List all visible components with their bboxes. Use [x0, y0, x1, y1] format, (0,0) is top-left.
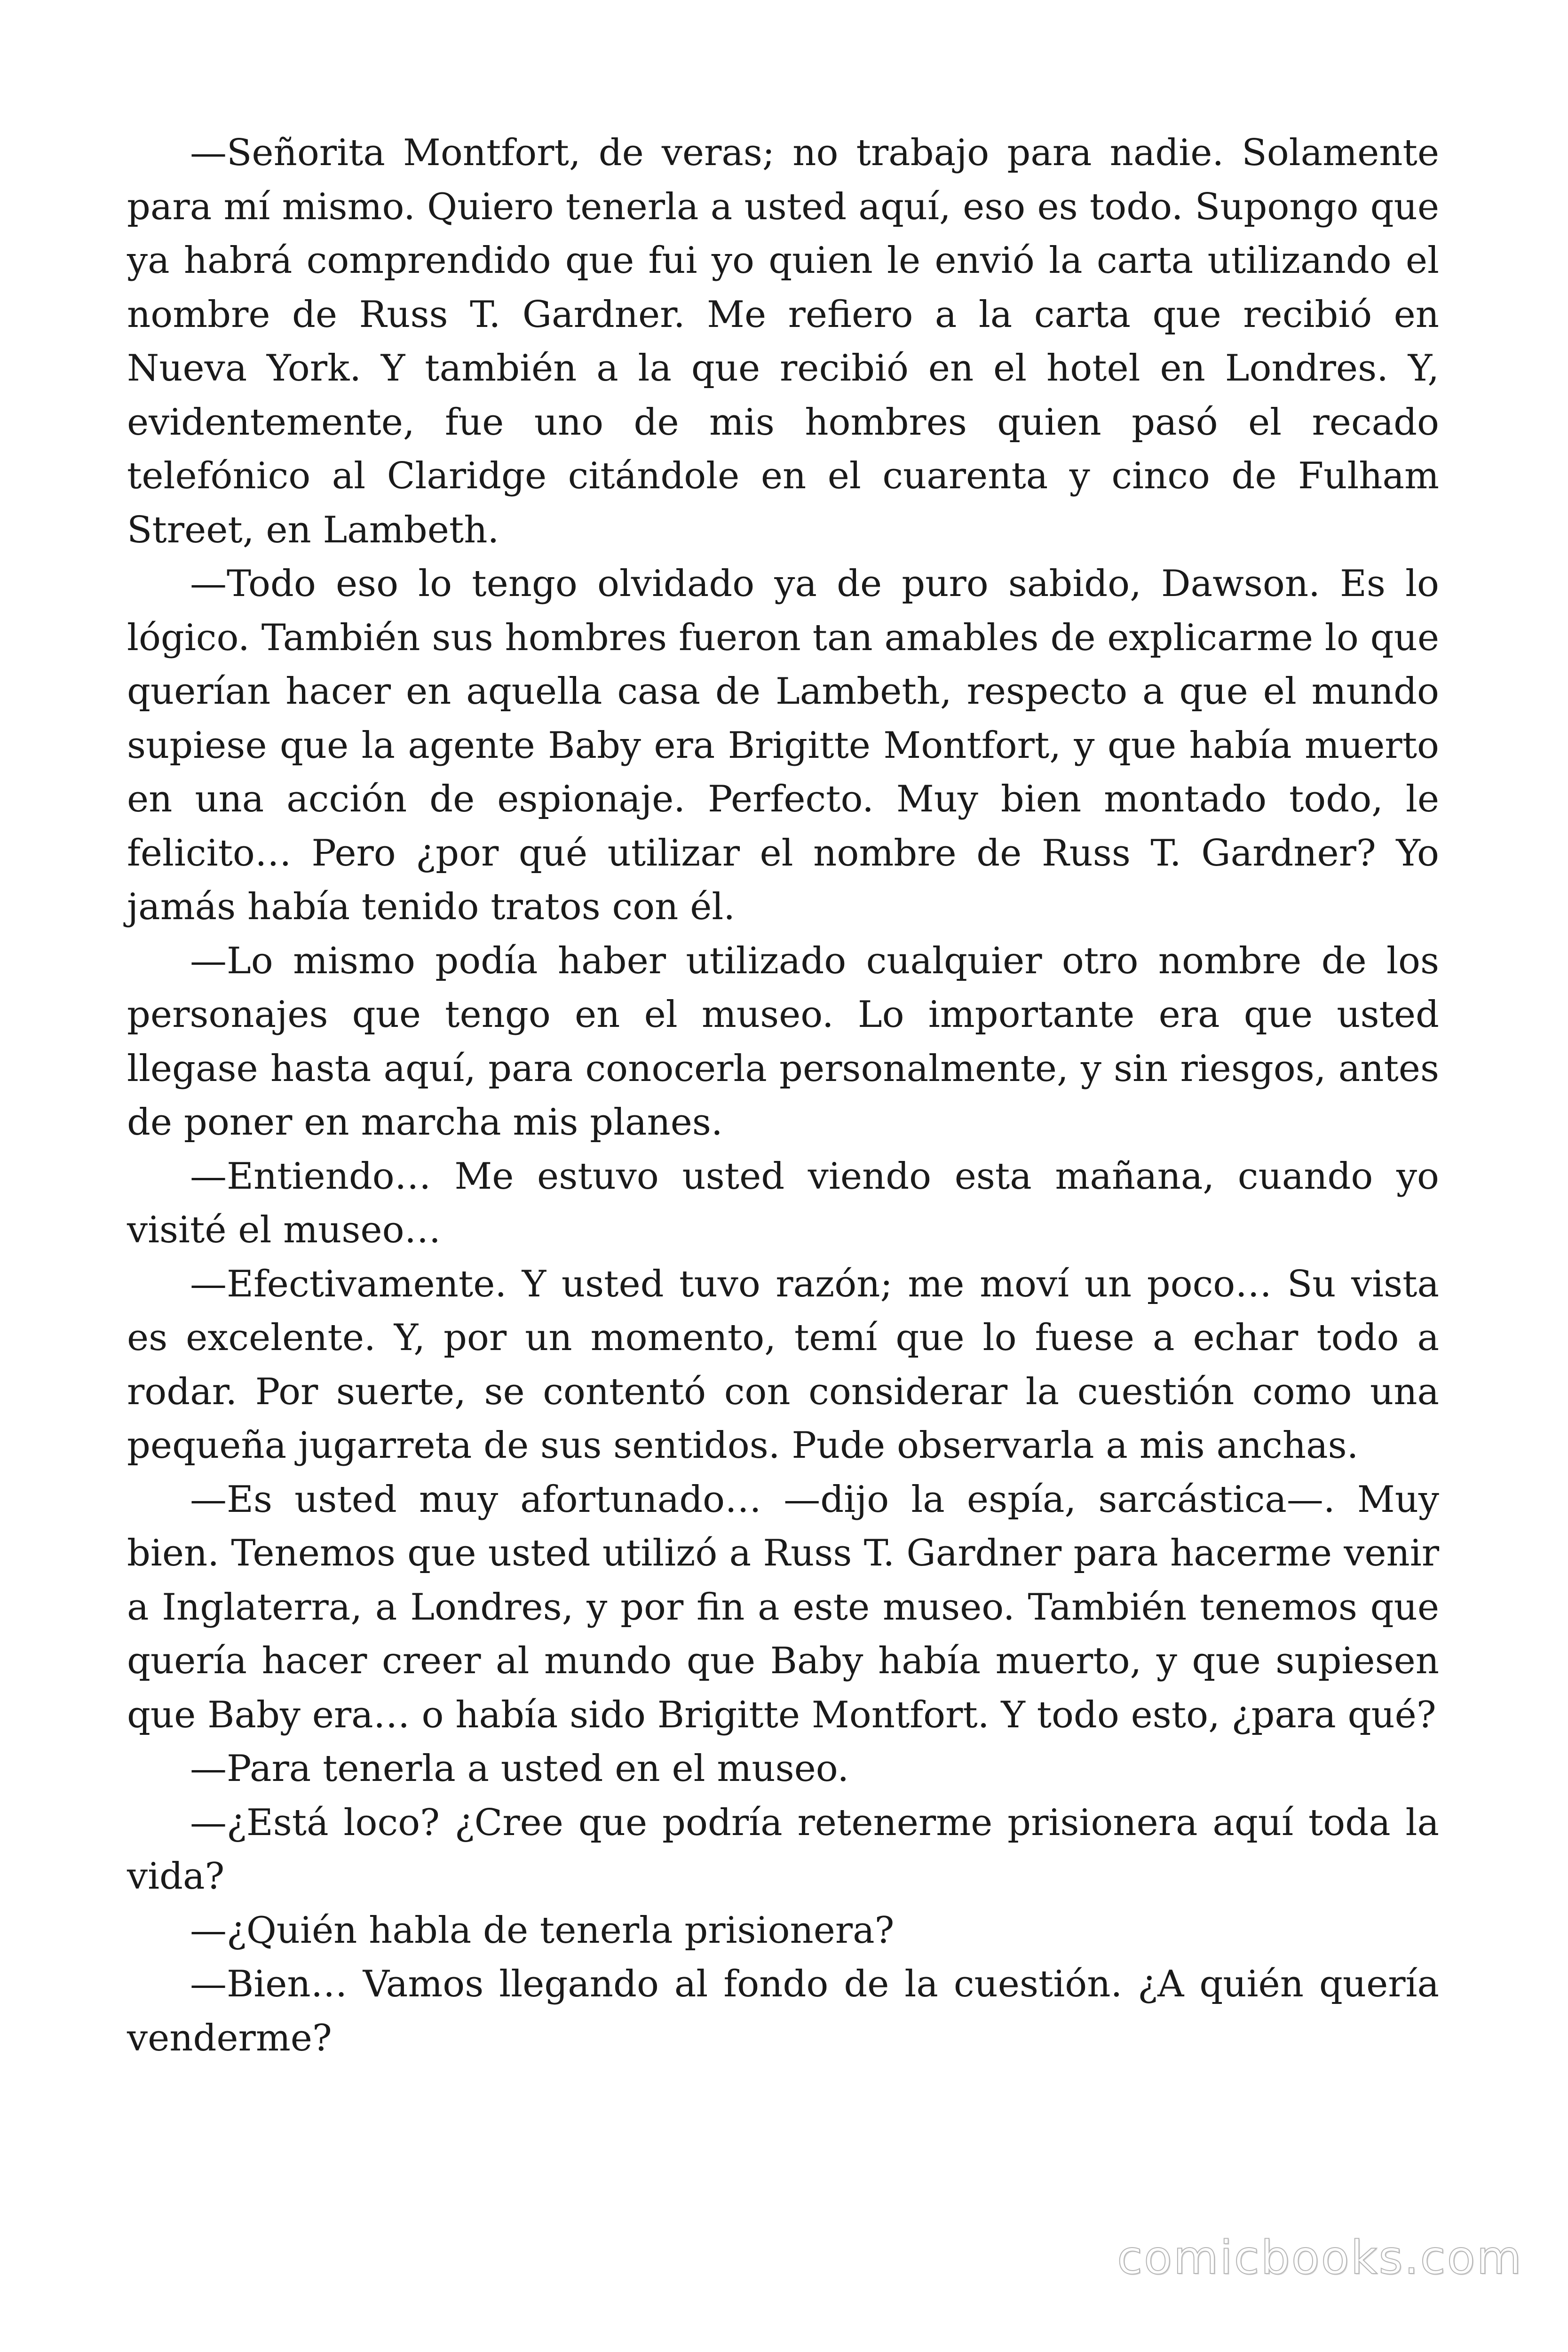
paragraph: —Entiendo… Me estuvo usted viendo esta mañana, cuando yo visité el museo… — [127, 1155, 1439, 1251]
paragraph: —Bien… Vamos llegando al fondo de la cuestión. ¿A quién quería venderme? — [127, 1963, 1439, 2059]
paragraph: —Todo eso lo tengo olvidado ya de puro sabido, Dawson. Es lo lógico. También sus hombres fueron tan amables de explicarme lo que querían hacer en aquella casa de Lambeth, respecto a que el mundo supiese que la agente Baby era Brigitte Montfort, y que había muerto en una acción de espionaje. Perfecto. Muy bien montado todo, le felicito… Pero ¿por qué utilizar el nombre de Russ T. Gardner? Yo jamás había tenido tratos con él. — [127, 563, 1439, 928]
paragraph: —Para tenerla a usted en el museo. — [190, 1748, 849, 1790]
paragraph: —Efectivamente. Y usted tuvo razón; me moví un poco… Su vista es excelente. Y, por un momento, temí que lo fuese a echar todo a rodar. Por suerte, se contentó con considerar la cuestión como una pequeña jugarreta de sus sentidos. Pude observarla a mis anchas. — [127, 1263, 1439, 1467]
watermark: comicbooks.com — [1117, 2231, 1523, 2285]
body-text — [127, 126, 1439, 2065]
paragraph: —Señorita Montfort, de veras; no trabajo para nadie. Solamente para mí mismo. Quiero tenerla a usted aquí, eso es todo. Supongo que ya habrá comprendido que fui yo quien le envió la carta utilizando el nombre de Russ T. Gardner. Me refiero a la carta que recibió en Nueva York. Y también a la que recibió en el hotel en Londres. Y, evidentemente, fue uno de mis hombres quien pasó el recado telefónico al Claridge citándole en el cuarenta y cinco de Fulham Street, en Lambeth. — [127, 132, 1439, 551]
paragraph: —Es usted muy afortunado… —dijo la espía, sarcástica—. Muy bien. Tenemos que usted utilizó a Russ T. Gardner para hacerme venir a Inglaterra, a Londres, y por fin a este museo. También tenemos que quería hacer creer al mundo que Baby había muerto, y que supiesen que Baby era… o había sido Brigitte Montfort. Y todo esto, ¿para qué? — [127, 1478, 1439, 1736]
paragraph: —Lo mismo podía haber utilizado cualquier otro nombre de los personajes que tengo en el museo. Lo importante era que usted llegase hasta aquí, para conocerla personalmente, y sin riesgos, antes de poner en marcha mis planes. — [127, 939, 1439, 1144]
paragraph: —¿Está loco? ¿Cree que podría retenerme prisionera aquí toda la vida? — [127, 1801, 1439, 1898]
paragraph: —¿Quién habla de tenerla prisionera? — [190, 1909, 895, 1952]
